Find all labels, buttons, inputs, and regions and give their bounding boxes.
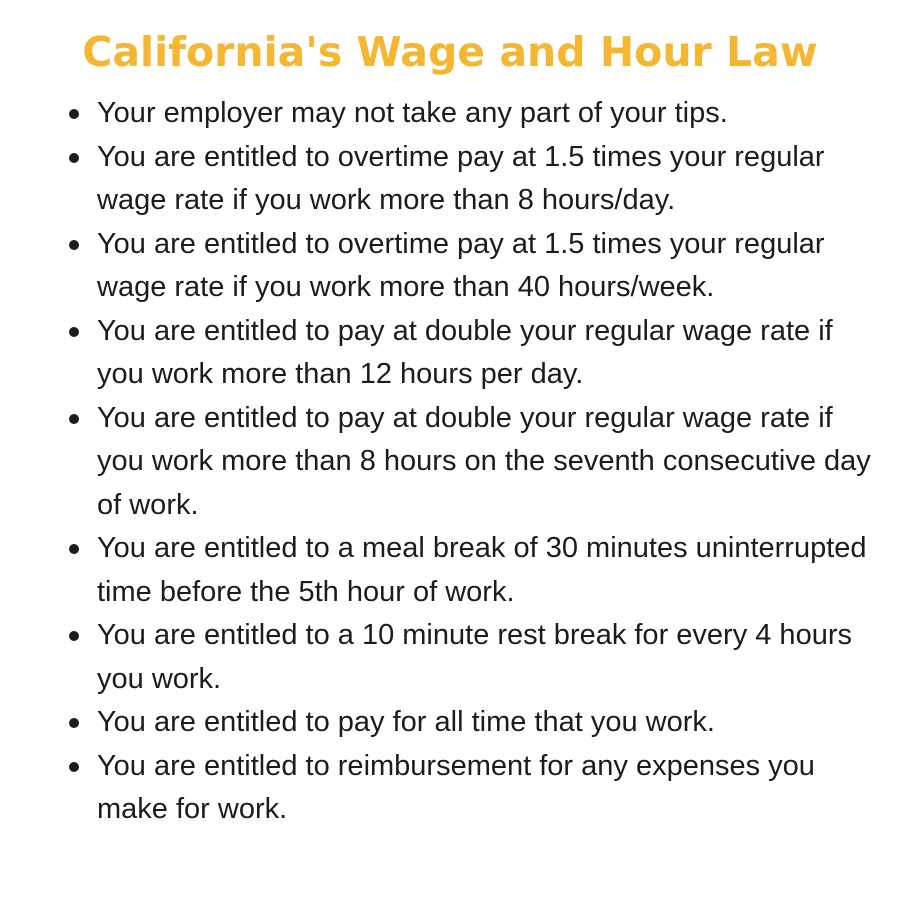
list-item (97, 527, 887, 614)
list-item-text: You are entitled to a 10 minute rest break for every 4 hours you work. (97, 619, 852, 695)
list-item-text: You are entitled to pay at double your regular wage rate if you work more than 12 hours per day. (97, 314, 833, 390)
list-item (97, 92, 887, 136)
rights-list (97, 92, 887, 832)
list-item-text: You are entitled to pay at double your regular wage rate if you work more than 8 hours on the seventh consecutive day of work. (97, 401, 871, 521)
list-item (97, 745, 887, 832)
list-item-text: You are entitled to overtime pay at 1.5 times your regular wage rate if you work more than 8 hours/day. (97, 140, 825, 216)
bullet-icon (69, 762, 79, 772)
list-item (97, 223, 887, 310)
list-item-text: Your employer may not take any part of your tips. (97, 97, 728, 129)
bullet-icon (69, 153, 79, 163)
bullet-icon (69, 240, 79, 250)
bullet-icon (69, 414, 79, 424)
list-item (97, 397, 887, 528)
bullet-icon (69, 544, 79, 554)
list-item-text: You are entitled to a meal break of 30 minutes uninterrupted time before the 5th hour of work. (97, 532, 867, 608)
list-item (97, 614, 887, 701)
bullet-icon (69, 718, 79, 728)
list-item (97, 136, 887, 223)
list-item-text: You are entitled to pay for all time that you work. (97, 706, 715, 738)
list-item-text: You are entitled to reimbursement for any expenses you make for work. (97, 749, 815, 825)
bullet-icon (69, 631, 79, 641)
bullet-icon (69, 109, 79, 119)
list-item (97, 310, 887, 397)
list-item-text: You are entitled to overtime pay at 1.5 times your regular wage rate if you work more than 40 hours/week. (97, 227, 825, 303)
bullet-icon (69, 327, 79, 337)
page-title: California's Wage and Hour Law (82, 28, 818, 76)
list-item (97, 701, 887, 745)
